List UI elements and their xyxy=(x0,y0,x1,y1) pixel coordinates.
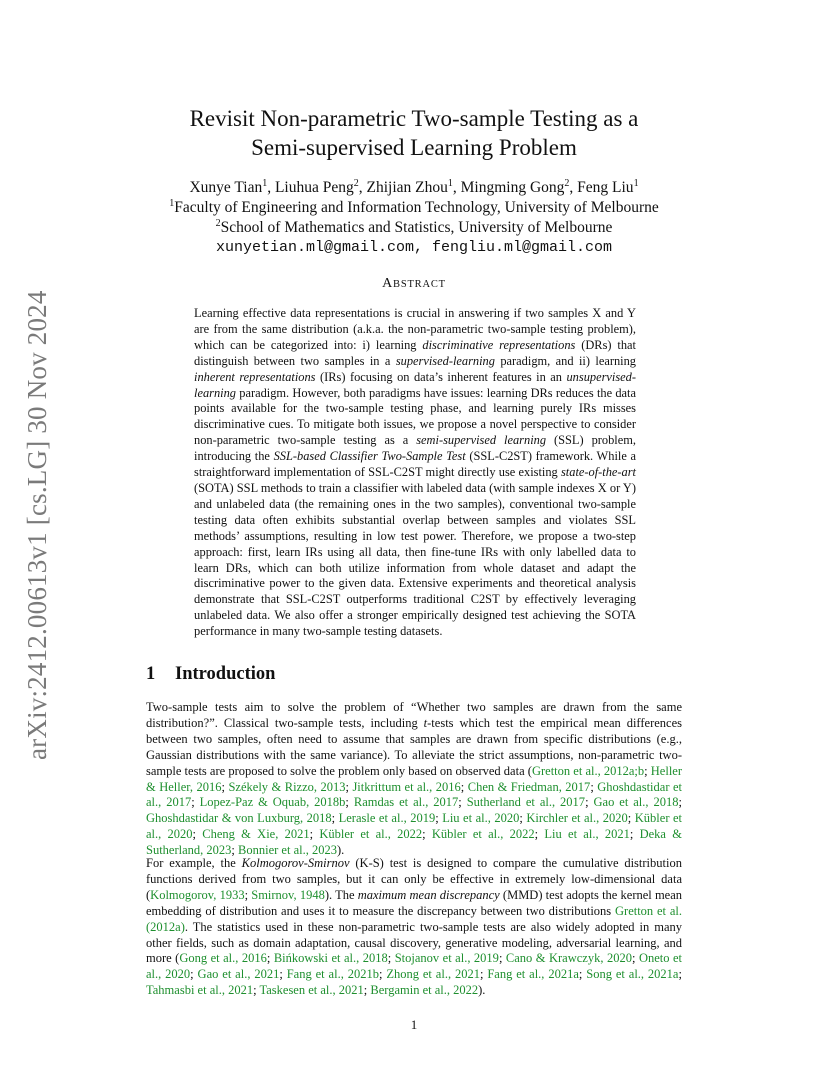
text-run: -tests which test the empirical mean differences between two samples, often need to assume that samples are drawn from specific distributions (e.g., Gaussian distributions with the same variance). To alleviate the strict assumptions, non-parametric two-sample tests are proposed to solve the problem only based on observed data ( xyxy=(146,715,682,778)
text-run: (IRs) focusing on data’s inherent features in an xyxy=(315,369,567,384)
affiliation-mark: 2 xyxy=(353,178,359,189)
citation-link[interactable]: Sutherland et al., 2017 xyxy=(466,795,586,810)
italic-term: SSL-based Classifier Two-Sample Test xyxy=(273,449,466,464)
text-run: ; xyxy=(345,795,354,810)
author-emails: xunyetian.ml@gmail.com, fengliu.ml@gmail.com xyxy=(215,239,613,256)
citation-link[interactable]: Lerasle et al., 2019 xyxy=(338,811,436,826)
text-run: ; xyxy=(631,951,639,966)
text-run: ; xyxy=(678,967,682,982)
text-run: ; xyxy=(458,795,467,810)
citation-link[interactable]: Fang et al., 2021b xyxy=(286,967,379,982)
text-run: ). The xyxy=(324,887,358,902)
text-run: Learning effective data representations is crucial in answering if two samples X and Y are from the same distribution (a.k.a. the non-parametric two-sample testing problem), which can be categorized into: i) learning xyxy=(194,306,636,352)
paper-title xyxy=(0,104,828,162)
text-run: ; xyxy=(309,827,320,842)
affiliation-mark: 2 xyxy=(215,218,221,229)
text-run: ; xyxy=(231,843,239,858)
citation-link[interactable]: Gao et al., 2018 xyxy=(593,795,679,810)
affiliation-mark: 1 xyxy=(262,178,268,189)
text-run: ; xyxy=(498,951,506,966)
text-run: ; xyxy=(191,795,200,810)
text-run: Two-sample tests aim to solve the problem of “Whether two samples are drawn from the same distribution?”. Classical two-sample tests, including xyxy=(146,700,682,730)
citation-link[interactable]: Gretton et al., 2012a;b xyxy=(531,763,645,778)
affiliation-mark: 1 xyxy=(633,178,639,189)
text-run: ; xyxy=(192,827,203,842)
citation-link[interactable]: Ramdas et al., 2017 xyxy=(353,795,459,810)
citation-link[interactable]: Fang et al., 2021a xyxy=(487,967,579,982)
text-run: ; xyxy=(644,763,651,778)
text-run: ; xyxy=(479,967,488,982)
intro-paragraph-2 xyxy=(146,856,682,999)
author-block xyxy=(0,178,828,258)
italic-term: discriminative representations xyxy=(422,337,576,352)
citation-link[interactable]: Székely & Rizzo, 2013 xyxy=(228,779,346,794)
text-run: (K-S) test is designed to compare the cumulative distribution functions derived from two samples, but it can only be effective in extremely low-dimensional data ( xyxy=(146,856,682,902)
text-run: ; xyxy=(590,779,598,794)
text-run: ; xyxy=(519,811,527,826)
section-title: Introduction xyxy=(175,664,276,684)
abstract-heading: ABSTRACT xyxy=(382,276,446,291)
text-run: (MMD) test adopts the kernel mean embedding of distribution and uses it to measure the discrepancy between two distributions xyxy=(146,887,683,918)
title-line-1: Revisit Non-parametric Two-sample Testing as a xyxy=(189,106,639,131)
text-run: ; xyxy=(221,779,229,794)
abstract-body xyxy=(194,306,636,640)
text-run: ). xyxy=(478,983,486,998)
citation-link[interactable]: Cano & Krawczyk, 2020 xyxy=(505,951,632,966)
citation-link[interactable]: Lopez-Paz & Oquab, 2018b xyxy=(199,795,346,810)
citation-link[interactable]: Kirchler et al., 2020 xyxy=(526,811,628,826)
italic-term: t xyxy=(423,715,428,730)
text-run: ). xyxy=(336,843,345,858)
section-heading xyxy=(146,664,275,685)
italic-term: maximum mean discrepancy xyxy=(357,887,500,902)
italic-term: supervised-learning xyxy=(395,353,495,368)
text-run: ; xyxy=(629,827,640,842)
citation-link[interactable]: Gao et al., 2021 xyxy=(197,967,280,982)
citation-link[interactable]: Stojanov et al., 2019 xyxy=(394,951,499,966)
italic-term: state-of-the-art xyxy=(560,465,636,480)
citation-link[interactable]: Ghoshdastidar & von Luxburg, 2018 xyxy=(146,811,332,826)
affiliation-mark: 1 xyxy=(169,198,175,209)
text-run: ; xyxy=(422,827,432,842)
text-run: ; xyxy=(578,967,587,982)
italic-term: unsupervised-learning xyxy=(194,369,636,400)
italic-term: semi-supervised learning xyxy=(416,433,547,448)
citation-link[interactable]: Bińkowski et al., 2018 xyxy=(273,951,388,966)
citation-link[interactable]: Liu et al., 2020 xyxy=(442,811,520,826)
text-run: paradigm, and ii) learning xyxy=(494,353,636,368)
citation-link[interactable]: Taskesen et al., 2021 xyxy=(259,983,364,998)
text-run: ; xyxy=(435,811,443,826)
text-run: ; xyxy=(279,967,287,982)
section-number: 1 xyxy=(146,664,156,684)
text-run: ; xyxy=(378,967,387,982)
citation-link[interactable]: Kübler et al., 2020 xyxy=(146,811,682,842)
affiliation-2: $^2$School of Mathematics and Statistics, University of Melbourne xyxy=(215,218,613,236)
text-run: ; xyxy=(363,983,371,998)
citation-link[interactable]: Heller & Heller, 2016 xyxy=(146,763,682,794)
citation-link[interactable]: Bergamin et al., 2022 xyxy=(370,983,479,998)
text-run: (DRs) that distinguish between two samples in a xyxy=(194,337,636,368)
citation-link[interactable]: Chen & Friedman, 2017 xyxy=(467,779,591,794)
italic-term: inherent representations xyxy=(194,369,316,384)
text-run: (SOTA) SSL methods to train a classifier with labeled data (with sample indexes X or Y) and unlabeled data (the remaining ones in the two samples), conventional two-sample testing data often exhibits substantial overlap between samples and violates SSL methods’ assumptions, resulting in low test power. Therefore, we propose a two-step approach: first, learn IRs using all data, then fine-tune IRs with only labelled data to learn DRs, which can both utilize information from whole dataset and adapt the discriminative power to the given data. Extensive experiments and theoretical analysis demonstrate that SSL-C2ST outperforms traditional C2ST by effectively leveraging unlabeled data. We also offer a stronger empirically designed test achieving the SOTA performance in many two-sample testing datasets. xyxy=(194,480,636,639)
citation-link[interactable]: Gong et al., 2016 xyxy=(179,951,267,966)
text-run: ; xyxy=(534,827,545,842)
citation-link[interactable]: Smirnov, 1948 xyxy=(251,887,325,902)
citation-link[interactable]: Liu et al., 2021 xyxy=(544,827,630,842)
citation-link[interactable]: Kübler et al., 2022 xyxy=(319,827,423,842)
text-run: ; xyxy=(244,887,252,902)
text-run: ; xyxy=(331,811,339,826)
citation-link[interactable]: Bonnier et al., 2023 xyxy=(238,843,337,858)
arxiv-identifier: arXiv:2412.00613v1 [cs.LG] 30 Nov 2024 xyxy=(22,290,52,760)
title-line-2: Semi-supervised Learning Problem xyxy=(251,135,577,160)
citation-link[interactable]: Cheng & Xie, 2021 xyxy=(202,827,310,842)
citation-link[interactable]: Oneto et al., 2020 xyxy=(146,951,682,982)
text-run: ; xyxy=(678,795,682,810)
text-run: ; xyxy=(460,779,468,794)
author-list: Xunye Tian$^1$, Liuhua Peng$^2$, Zhijian Zhou$^1$, Mingming Gong$^2$, Feng Liu$^1$ xyxy=(189,178,639,196)
text-run: paradigm. However, both paradigms have issues: learning DRs reduces the data points available for the two-sample testing phase, and learning purely IRs misses discriminative cues. To mitigate both issues, we propose a novel perspective to consider non-parametric two-sample testing as a xyxy=(194,385,636,448)
text-run: . The statistics used in these non-parametric two-sample tests are also widely adopted in many other fields, such as domain adaptation, causal discovery, generative modeling, adversarial learning, and more ( xyxy=(146,919,682,966)
text-run: ; xyxy=(266,951,274,966)
author-name: Mingming Gong xyxy=(460,179,565,196)
affiliation-1: $^1$Faculty of Engineering and Information Technology, University of Melbourne xyxy=(169,198,659,216)
page-number: 1 xyxy=(410,1017,418,1032)
citation-link[interactable]: Tahmasbi et al., 2021 xyxy=(146,983,254,998)
intro-paragraph-1 xyxy=(146,700,682,859)
citation-link[interactable]: Ghoshdastidar et al., 2017 xyxy=(146,779,682,810)
citation-link[interactable]: Zhong et al., 2021 xyxy=(386,967,480,982)
citation-link[interactable]: Kübler et al., 2022 xyxy=(431,827,535,842)
text-run: (SSL-C2ST) framework. While a straightforward implementation of SSL-C2ST might directly use existing xyxy=(194,449,636,480)
text-run: ; xyxy=(190,967,198,982)
italic-term: Kolmogorov-Smirnov xyxy=(241,856,350,870)
text-run: ; xyxy=(253,983,260,998)
text-run: ; xyxy=(387,951,395,966)
author-name: Zhijian Zhou xyxy=(366,179,448,196)
citation-link[interactable]: Gretton et al. (2012a) xyxy=(146,903,682,934)
citation-link[interactable]: Kolmogorov, 1933 xyxy=(150,887,245,902)
affiliation-mark: 1 xyxy=(447,178,453,189)
citation-link[interactable]: Deka & Sutherland, 2023 xyxy=(146,827,682,858)
text-run: For example, the xyxy=(146,856,242,870)
author-name: Xunye Tian xyxy=(189,179,263,196)
text-run: ; xyxy=(345,779,353,794)
author-name: Liuhua Peng xyxy=(274,179,354,196)
affiliation-mark: 2 xyxy=(564,178,570,189)
citation-link[interactable]: Jitkrittum et al., 2016 xyxy=(352,779,461,794)
text-run: ; xyxy=(585,795,594,810)
text-run: ; xyxy=(627,811,635,826)
citation-link[interactable]: Song et al., 2021a xyxy=(586,967,679,982)
text-run: (SSL) problem, introducing the xyxy=(194,433,636,464)
author-name: Feng Liu xyxy=(577,179,634,196)
